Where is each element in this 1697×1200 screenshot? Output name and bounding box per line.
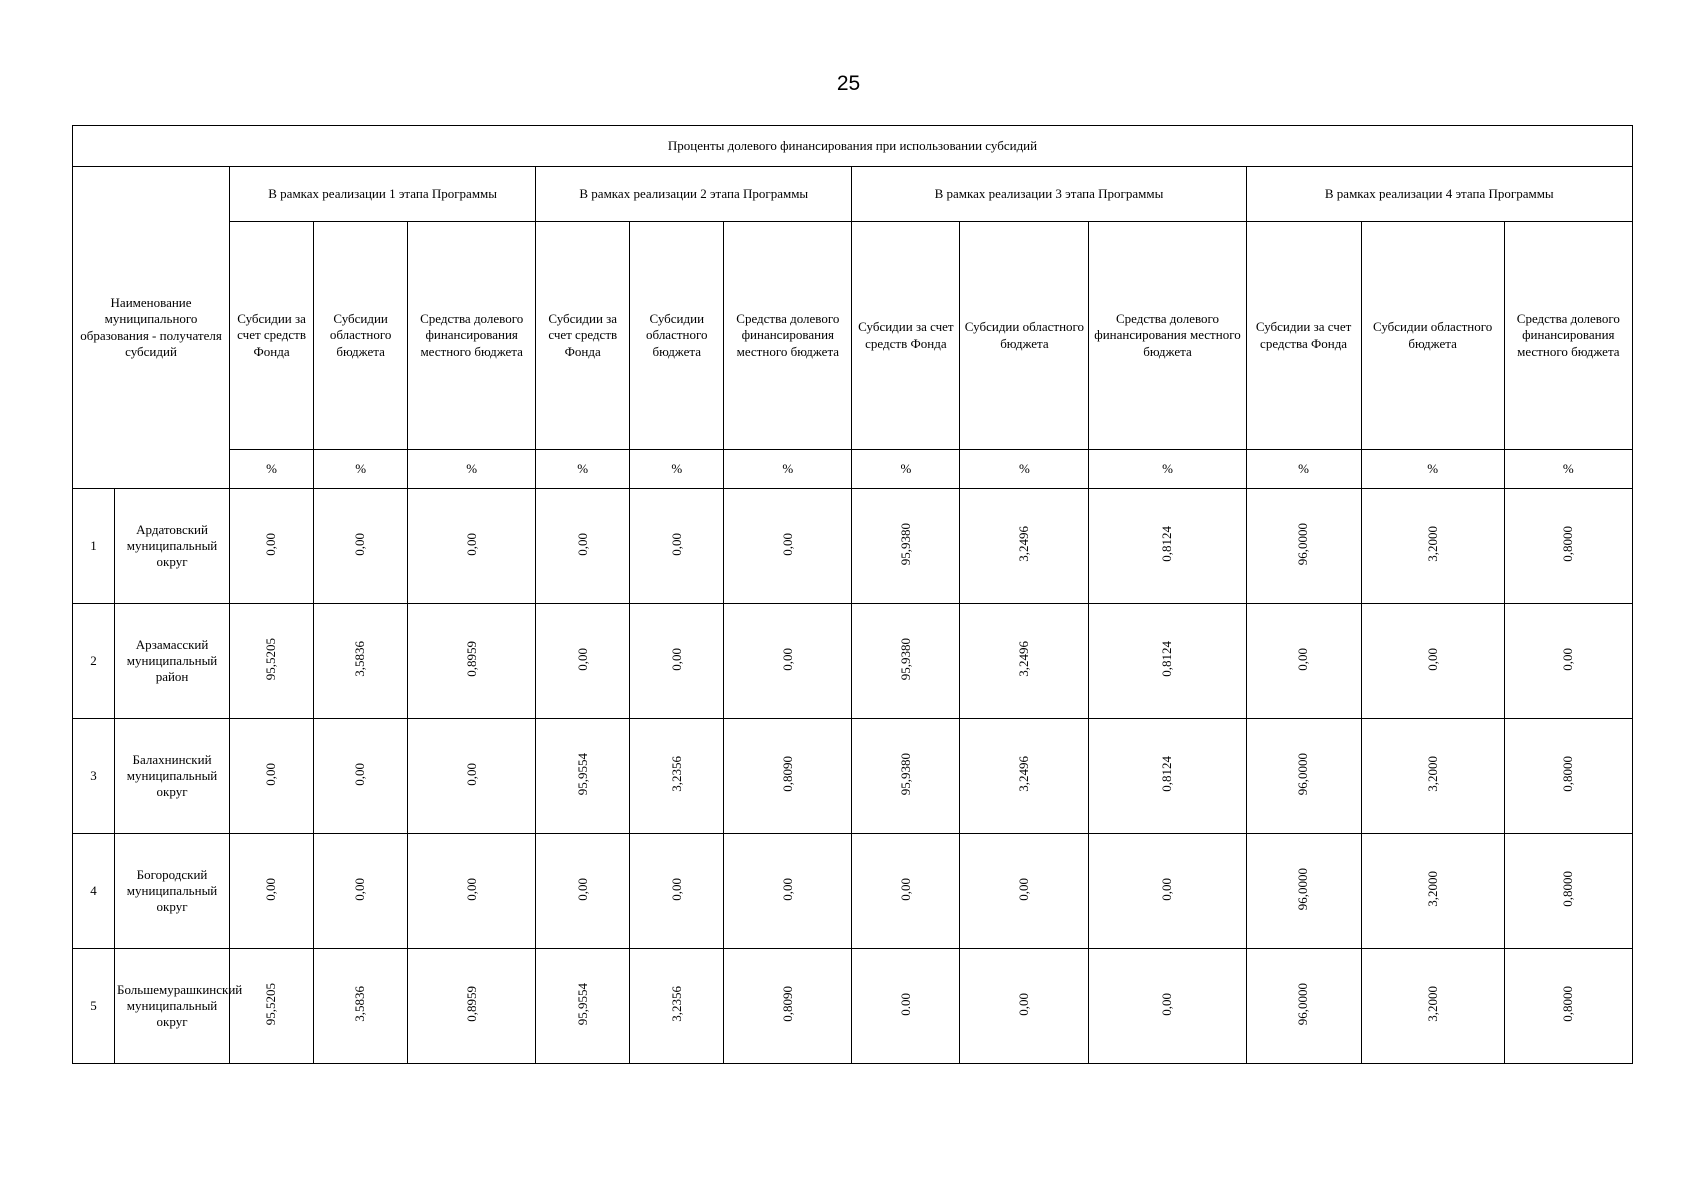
value-cell	[1504, 719, 1632, 834]
row-number: 4	[73, 834, 115, 949]
value-cell	[314, 604, 408, 719]
percent-value: 0,00	[779, 877, 795, 901]
value-cell	[408, 949, 536, 1064]
percent-value: 95,9380	[897, 752, 913, 795]
stage-4-header: В рамках реализации 4 этапа Программы	[1246, 167, 1632, 222]
value-cell	[630, 834, 724, 949]
value-cell	[724, 604, 852, 719]
percent-value: 0,8090	[779, 986, 795, 1022]
percent-value: 96,0000	[1295, 752, 1311, 795]
percent-value: 96,0000	[1295, 982, 1311, 1025]
value-cell	[1246, 949, 1361, 1064]
column-header: Средства долевого финансирования местного бюджета	[724, 222, 852, 450]
stage-1-header: В рамках реализации 1 этапа Программы	[230, 167, 536, 222]
percent-value: 0,00	[463, 762, 479, 786]
percent-value: 0,8959	[463, 641, 479, 677]
percent-value: 3,2496	[1016, 526, 1032, 562]
column-header: Субсидии за счет средств Фонда	[536, 222, 630, 450]
row-number: 2	[73, 604, 115, 719]
unit-cell: %	[1246, 450, 1361, 489]
column-header: Средства долевого финансирования местного бюджета	[1504, 222, 1632, 450]
column-header: Субсидии областного бюджета	[630, 222, 724, 450]
value-cell	[630, 489, 724, 604]
percent-value: 3,2496	[1016, 756, 1032, 792]
percent-value: 0,8124	[1159, 526, 1175, 562]
unit-cell: %	[314, 450, 408, 489]
percent-value: 3,2000	[1424, 986, 1440, 1022]
value-cell	[1089, 719, 1246, 834]
percent-value: 0,00	[1016, 992, 1032, 1016]
table-row	[73, 489, 1633, 604]
value-cell	[960, 489, 1089, 604]
value-cell	[408, 719, 536, 834]
value-cell	[1361, 949, 1504, 1064]
stage-2-header: В рамках реализации 2 этапа Программы	[536, 167, 852, 222]
percent-value: 95,5205	[263, 637, 279, 680]
percent-value: 0,8000	[1560, 526, 1576, 562]
percent-value: 3,5836	[352, 641, 368, 677]
municipality-name: Арзамасский муниципальный район	[115, 604, 230, 719]
value-cell	[1504, 489, 1632, 604]
stage-3-header: В рамках реализации 3 этапа Программы	[852, 167, 1246, 222]
value-cell	[536, 834, 630, 949]
value-cell	[230, 489, 314, 604]
percent-value: 3,2356	[668, 756, 684, 792]
percent-value: 3,2000	[1424, 756, 1440, 792]
percent-value: 0,8959	[463, 986, 479, 1022]
unit-cell: %	[536, 450, 630, 489]
percent-value: 0,00	[352, 532, 368, 556]
percent-value: 0,00	[574, 647, 590, 671]
column-header: Субсидии областного бюджета	[314, 222, 408, 450]
percent-value: 0,00	[668, 647, 684, 671]
percent-value: 0,8090	[779, 756, 795, 792]
unit-cell: %	[1361, 450, 1504, 489]
percent-value: 95,9554	[574, 752, 590, 795]
value-cell	[314, 489, 408, 604]
value-cell	[1361, 604, 1504, 719]
percent-value: 0,00	[1295, 647, 1311, 671]
value-cell	[408, 489, 536, 604]
percent-value: 0,00	[1424, 647, 1440, 671]
percent-value: 0,00	[1159, 992, 1175, 1016]
column-header: Средства долевого финансирования местного бюджета	[1089, 222, 1246, 450]
value-cell	[314, 719, 408, 834]
table-title: Проценты долевого финансирования при использовании субсидий	[73, 126, 1633, 167]
municipality-name: Ардатовский муниципальный округ	[115, 489, 230, 604]
row-number: 3	[73, 719, 115, 834]
column-header: Субсидии за счет средств Фонда	[230, 222, 314, 450]
value-cell	[1246, 604, 1361, 719]
row-number: 1	[73, 489, 115, 604]
value-cell	[1504, 949, 1632, 1064]
percent-value: 0,00	[352, 877, 368, 901]
percent-value: 3,2000	[1424, 526, 1440, 562]
percent-value: 0,8000	[1560, 756, 1576, 792]
column-header: Субсидии за счет средства Фонда	[1246, 222, 1361, 450]
value-cell	[1246, 834, 1361, 949]
percent-value: 0,00	[1159, 877, 1175, 901]
column-header: Субсидии за счет средств Фонда	[852, 222, 960, 450]
value-cell	[1089, 489, 1246, 604]
value-cell	[1089, 604, 1246, 719]
value-cell	[960, 719, 1089, 834]
value-cell	[230, 604, 314, 719]
percent-value: 0,00	[463, 877, 479, 901]
unit-cell: %	[724, 450, 852, 489]
percent-value: 0,00	[463, 532, 479, 556]
unit-cell: %	[408, 450, 536, 489]
value-cell	[852, 719, 960, 834]
value-cell	[630, 949, 724, 1064]
value-cell	[630, 719, 724, 834]
percent-value: 0.00	[897, 992, 913, 1016]
value-cell	[852, 604, 960, 719]
percent-value: 95,9380	[897, 522, 913, 565]
value-cell	[230, 719, 314, 834]
table-row	[73, 949, 1633, 1064]
percent-value: 0,00	[263, 877, 279, 901]
percent-value: 0,00	[779, 647, 795, 671]
percent-value: 0,00	[263, 762, 279, 786]
value-cell	[536, 489, 630, 604]
unit-cell: %	[852, 450, 960, 489]
column-header: Субсидии областного бюджета	[960, 222, 1089, 450]
page-number: 25	[836, 72, 861, 95]
value-cell	[1089, 949, 1246, 1064]
value-cell	[536, 949, 630, 1064]
value-cell	[230, 949, 314, 1064]
percent-value: 0,00	[897, 877, 913, 901]
value-cell	[724, 719, 852, 834]
percent-value: 0,00	[668, 532, 684, 556]
percent-value: 0,8000	[1560, 986, 1576, 1022]
column-header: Средства долевого финансирования местного бюджета	[408, 222, 536, 450]
value-cell	[1504, 834, 1632, 949]
percent-value: 0,00	[263, 532, 279, 556]
value-cell	[852, 834, 960, 949]
percent-value: 0,8000	[1560, 871, 1576, 907]
value-cell	[314, 834, 408, 949]
municipality-name: Балахнинский муниципальный округ	[115, 719, 230, 834]
value-cell	[230, 834, 314, 949]
value-cell	[1361, 489, 1504, 604]
percent-value: 95,9380	[897, 637, 913, 680]
column-header: Субсидии областного бюджета	[1361, 222, 1504, 450]
value-cell	[536, 604, 630, 719]
subsidy-share-table	[72, 125, 1633, 1064]
value-cell	[724, 949, 852, 1064]
unit-cell: %	[1504, 450, 1632, 489]
value-cell	[1246, 489, 1361, 604]
table-row	[73, 834, 1633, 949]
value-cell	[724, 489, 852, 604]
unit-cell: %	[1089, 450, 1246, 489]
value-cell	[536, 719, 630, 834]
value-cell	[314, 949, 408, 1064]
table-row	[73, 719, 1633, 834]
value-cell	[1246, 719, 1361, 834]
percent-value: 96,0000	[1295, 867, 1311, 910]
value-cell	[630, 604, 724, 719]
percent-value: 0,00	[1016, 877, 1032, 901]
percent-value: 0,00	[574, 877, 590, 901]
percent-value: 95,9554	[574, 982, 590, 1025]
unit-cell: %	[230, 450, 314, 489]
municipality-name-header: Наименование муниципального образования - получателя субсидий	[73, 167, 230, 489]
value-cell	[1089, 834, 1246, 949]
percent-value: 95,5205	[263, 982, 279, 1025]
percent-value: 3,2496	[1016, 641, 1032, 677]
percent-value: 3,5836	[352, 986, 368, 1022]
percent-value: 0,00	[1560, 647, 1576, 671]
value-cell	[1361, 719, 1504, 834]
value-cell	[1361, 834, 1504, 949]
table-body	[73, 489, 1633, 1064]
value-cell	[408, 834, 536, 949]
municipality-name: Богородский муниципальный округ	[115, 834, 230, 949]
unit-cell: %	[630, 450, 724, 489]
percent-value: 3,2000	[1424, 871, 1440, 907]
value-cell	[408, 604, 536, 719]
value-cell	[960, 604, 1089, 719]
percent-value: 0,00	[352, 762, 368, 786]
table-row	[73, 604, 1633, 719]
value-cell	[852, 489, 960, 604]
percent-value: 96,0000	[1295, 522, 1311, 565]
percent-value: 0,00	[668, 877, 684, 901]
percent-value: 0,00	[574, 532, 590, 556]
percent-value: 0,8124	[1159, 641, 1175, 677]
value-cell	[960, 949, 1089, 1064]
percent-value: 3,2356	[668, 986, 684, 1022]
value-cell	[960, 834, 1089, 949]
percent-value: 0,00	[779, 532, 795, 556]
percent-value: 0,8124	[1159, 756, 1175, 792]
row-number: 5	[73, 949, 115, 1064]
value-cell	[852, 949, 960, 1064]
value-cell	[724, 834, 852, 949]
unit-cell: %	[960, 450, 1089, 489]
municipality-name: Большемурашкинский муниципальный округ	[115, 949, 230, 1064]
value-cell	[1504, 604, 1632, 719]
